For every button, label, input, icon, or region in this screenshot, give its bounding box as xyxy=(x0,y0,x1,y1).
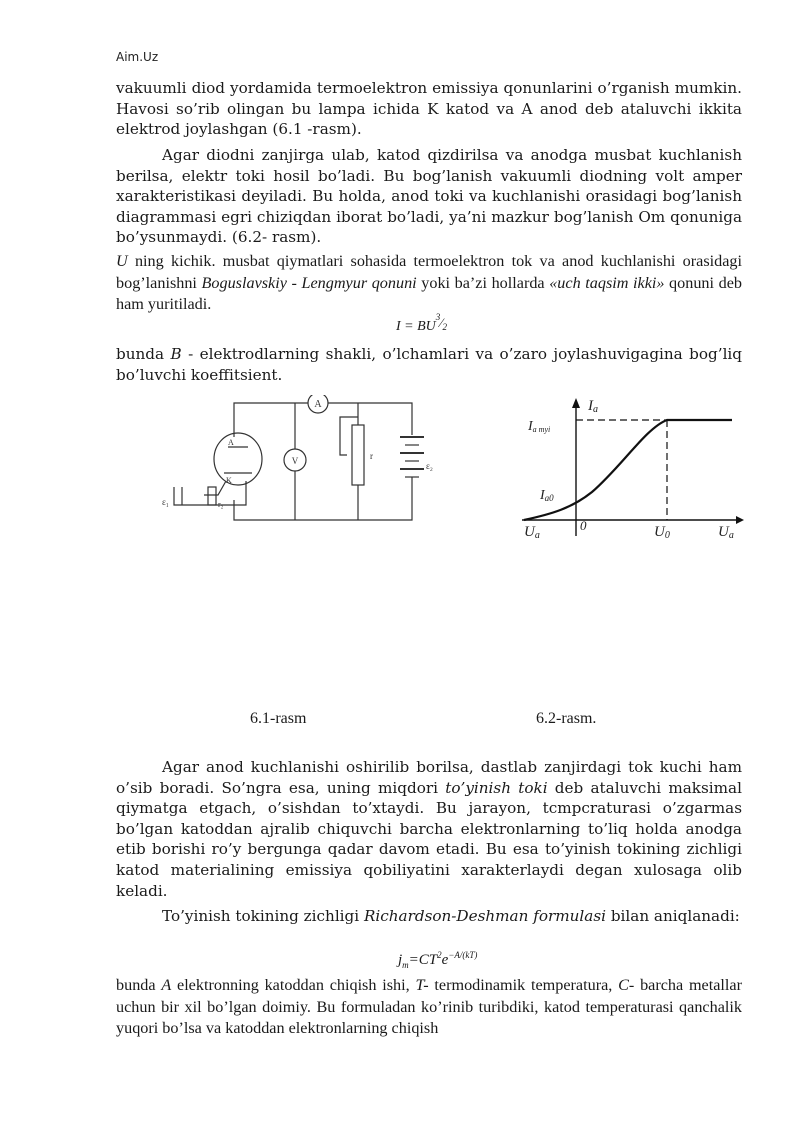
characteristic-curve xyxy=(524,420,732,520)
formula-three-halves: $I = BU^3⁄2$ xyxy=(396,312,447,334)
formula-richardson-deshman: $j_m=CT^2e^{-A/(kT)}$ xyxy=(398,950,478,970)
battery-label: ε₂ xyxy=(426,461,433,471)
heater-resistor-label: r₂ xyxy=(218,500,224,509)
x-axis-label: Ua xyxy=(718,524,734,541)
wire-top-left xyxy=(234,403,308,437)
law-name: Boguslavskiy - Lengmyur qonuni xyxy=(201,273,417,292)
symbol-u: U xyxy=(116,252,128,270)
paragraph-formula-terms: bunda A elektronning katoddan chiqish ishi, T- termodinamik temperatura, C- barcha metallar uchun bir xil bo’lgan doimiy. Bu formuladan ko’rinib turibdiki, katod temperaturasi qanchalik yuqori bo’lsa va katoddan elektronlarning chiqish xyxy=(116,976,742,1037)
heater-battery-label: ε₁ xyxy=(162,497,169,507)
paragraph-coefficient-b: bunda B - elektrodlarning shakli, o’lchamlari va o’zaro joylashuvigagina bog’liq bo’luvchi koeffitsient. xyxy=(116,345,743,384)
wire-bottom xyxy=(234,491,412,520)
paragraph-saturation-current: Agar anod kuchlanishi oshirilib borilsa, dastlab zanjirdagi tok kuchi ham o’sib boradi. So’ngra esa, uning miqdori to’yinish toki deb ataluvchi maksimal qiymatga etgach, o’sishdan to’xtaydi. Bu jarayon, tcmpcraturasi o’zgarmas bo’lgan katoddan ajralib chiquvchi barcha elektronlarning to’liq holda anodga etib borishi ro’y bergunga qadar davom etadi. Bu esa to’yinish tokining zichligi katod materialining emissiya qobiliyatini xarakterlaydi degan xulosaga olib keladi. xyxy=(116,758,742,900)
paragraph-diode-circuit: Agar diodni zanjirga ulab, katod qizdirilsa va anodga musbat kuchlanish berilsa, elektr toki hosil bo’ladi. Bu bog’lanish vakuumli diodning volt amper xarakteristikasi deyiladi. Bu holda, anod toki va kuchlanishi orasidagi bog’lanish diagrammasi egri chiziqdan iborat bo’ladi, ya’ni mazkur bog’lanish Om qonuniga bo’ysunmaydi. (6.2- rasm). xyxy=(116,146,742,247)
law-alias: «uch taqsim ikki» xyxy=(549,273,665,292)
paragraph-richardson: To’yinish tokining zichligi Richardson-Deshman formulasi bilan aniqlanadi: xyxy=(162,907,740,925)
anode-label: A xyxy=(228,438,234,447)
caption-figure-6-1: 6.1-rasm xyxy=(250,710,307,727)
ammeter-label: A xyxy=(314,399,322,410)
u0-label: U0 xyxy=(654,524,670,541)
negative-voltage-label: Ua xyxy=(524,524,540,541)
site-header: Aim.Uz xyxy=(116,50,159,64)
anode-battery xyxy=(400,437,424,491)
y-axis-arrow xyxy=(572,398,580,408)
y-axis-label: Ia xyxy=(588,398,598,415)
saturation-current-label: Ia myi xyxy=(528,419,551,434)
voltmeter-label: V xyxy=(291,456,299,466)
exponent-denominator: 2 xyxy=(442,322,447,332)
iv-characteristic-graph xyxy=(522,396,747,544)
term-richardson-formula: Richardson-Deshman formulasi xyxy=(363,907,606,925)
paragraph-intro: vakuumli diod yordamida termoelektron emissiya qonunlarini o’rganish mumkin. Havosi so’rib olingan bu lampa ichida K katod va A anod deb ataluvchi ikkita elektrod joylashgan (6.1 -rasm). xyxy=(116,79,742,139)
paragraph-boguslavskiy: U ning kichik. musbat qiymatlari sohasida termoelektron tok va anod kuchlanishi orasidagi bog’lanishni Boguslavskiy - Lengmyur qonuni yoki ba’zi hollarda «uch taqsim ikki» qonuni deb ham yuritiladi. xyxy=(116,252,742,313)
exponent-numerator: 3 xyxy=(435,312,441,322)
rheostat-label: r xyxy=(370,451,373,461)
caption-figure-6-2: 6.2-rasm. xyxy=(536,710,597,727)
term-saturation-current: to’yinish toki xyxy=(445,778,548,797)
initial-current-label: Ia0 xyxy=(540,488,554,503)
circuit-diagram xyxy=(162,395,440,530)
x-axis-arrow xyxy=(736,516,744,524)
origin-label: 0 xyxy=(580,518,587,533)
cathode-label: K xyxy=(226,476,232,485)
